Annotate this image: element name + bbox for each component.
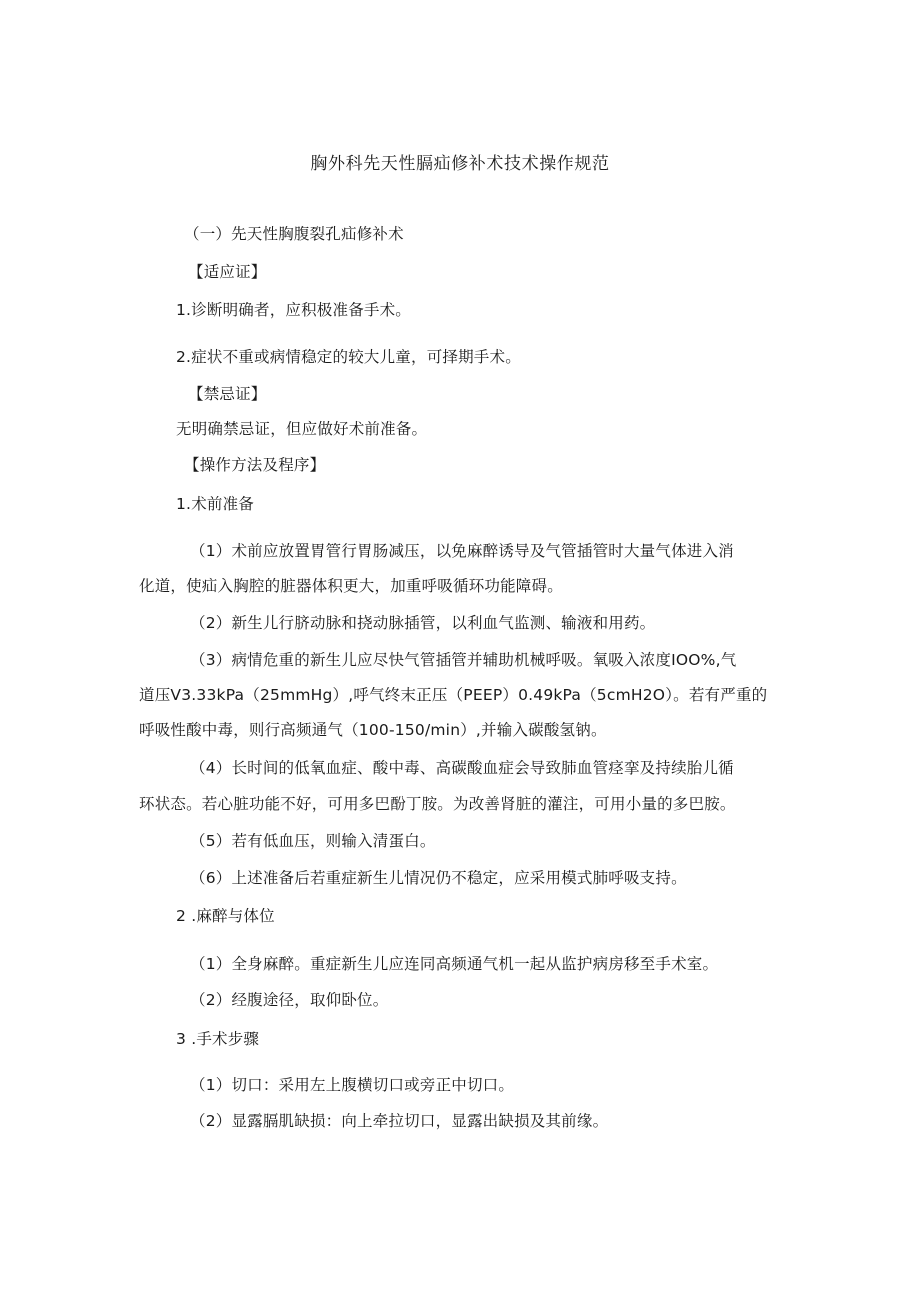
procedure-heading: 【操作方法及程序】 bbox=[184, 456, 326, 474]
paragraph-line: （3）病情危重的新生儿应尽快气管插管并辅助机械呼吸。氧吸入浓度IOO%,气 bbox=[190, 651, 737, 669]
paragraph-line: （1）切口：采用左上腹横切口或旁正中切口。 bbox=[190, 1076, 515, 1094]
indications-heading: 【适应证】 bbox=[188, 263, 267, 281]
paragraph-line: 呼吸性酸中毒，则行高频通气（100-150/min）,并输入碳酸氢钠。 bbox=[139, 721, 607, 739]
paragraph-line: （2）新生儿行脐动脉和挠动脉插管，以利血气监测、输液和用药。 bbox=[190, 614, 656, 632]
step-heading: 2 .麻醉与体位 bbox=[176, 907, 275, 925]
contraindication-text: 无明确禁忌证，但应做好术前准备。 bbox=[176, 420, 428, 438]
paragraph-line: （4）长时间的低氧血症、酸中毒、高碳酸血症会导致肺血管痉挛及持续胎儿循 bbox=[190, 759, 734, 777]
document-title: 胸外科先天性膈疝修补术技术操作规范 bbox=[310, 154, 610, 174]
paragraph-line: 道压V3.33kPa（25mmHg）,呼气终末正压（PEEP）0.49kPa（5cmH2O）。若有严重的 bbox=[139, 686, 768, 704]
paragraph-line: 环状态。若心脏功能不好，可用多巴酚丁胺。为改善肾脏的灌注，可用小量的多巴胺。 bbox=[139, 795, 736, 813]
paragraph-line: 化道，使疝入胸腔的脏器体积更大，加重呼吸循环功能障碍。 bbox=[139, 577, 563, 595]
contraindications-heading: 【禁忌证】 bbox=[188, 385, 267, 403]
step-heading: 3 .手术步骤 bbox=[176, 1030, 260, 1048]
section-heading: （一）先天性胸腹裂孔疝修补术 bbox=[184, 225, 404, 243]
paragraph-line: （6）上述准备后若重症新生儿情况仍不稳定，应采用模式肺呼吸支持。 bbox=[190, 869, 687, 887]
paragraph-line: （2）经腹途径，取仰卧位。 bbox=[190, 991, 389, 1009]
paragraph-line: （2）显露膈肌缺损：向上牵拉切口，显露出缺损及其前缘。 bbox=[190, 1112, 609, 1130]
indication-item: 1.诊断明确者，应积极准备手术。 bbox=[176, 301, 411, 319]
step-heading: 1.术前准备 bbox=[176, 495, 254, 513]
paragraph-line: （1）全身麻醉。重症新生儿应连同高频通气机一起从监护病房移至手术室。 bbox=[190, 955, 719, 973]
indication-item: 2.症状不重或病情稳定的较大儿童，可择期手术。 bbox=[176, 348, 521, 366]
paragraph-line: （1）术前应放置胃管行胃肠减压，以免麻醉诱导及气管插管时大量气体进入消 bbox=[190, 542, 734, 560]
paragraph-line: （5）若有低血压，则输入清蛋白。 bbox=[190, 832, 436, 850]
